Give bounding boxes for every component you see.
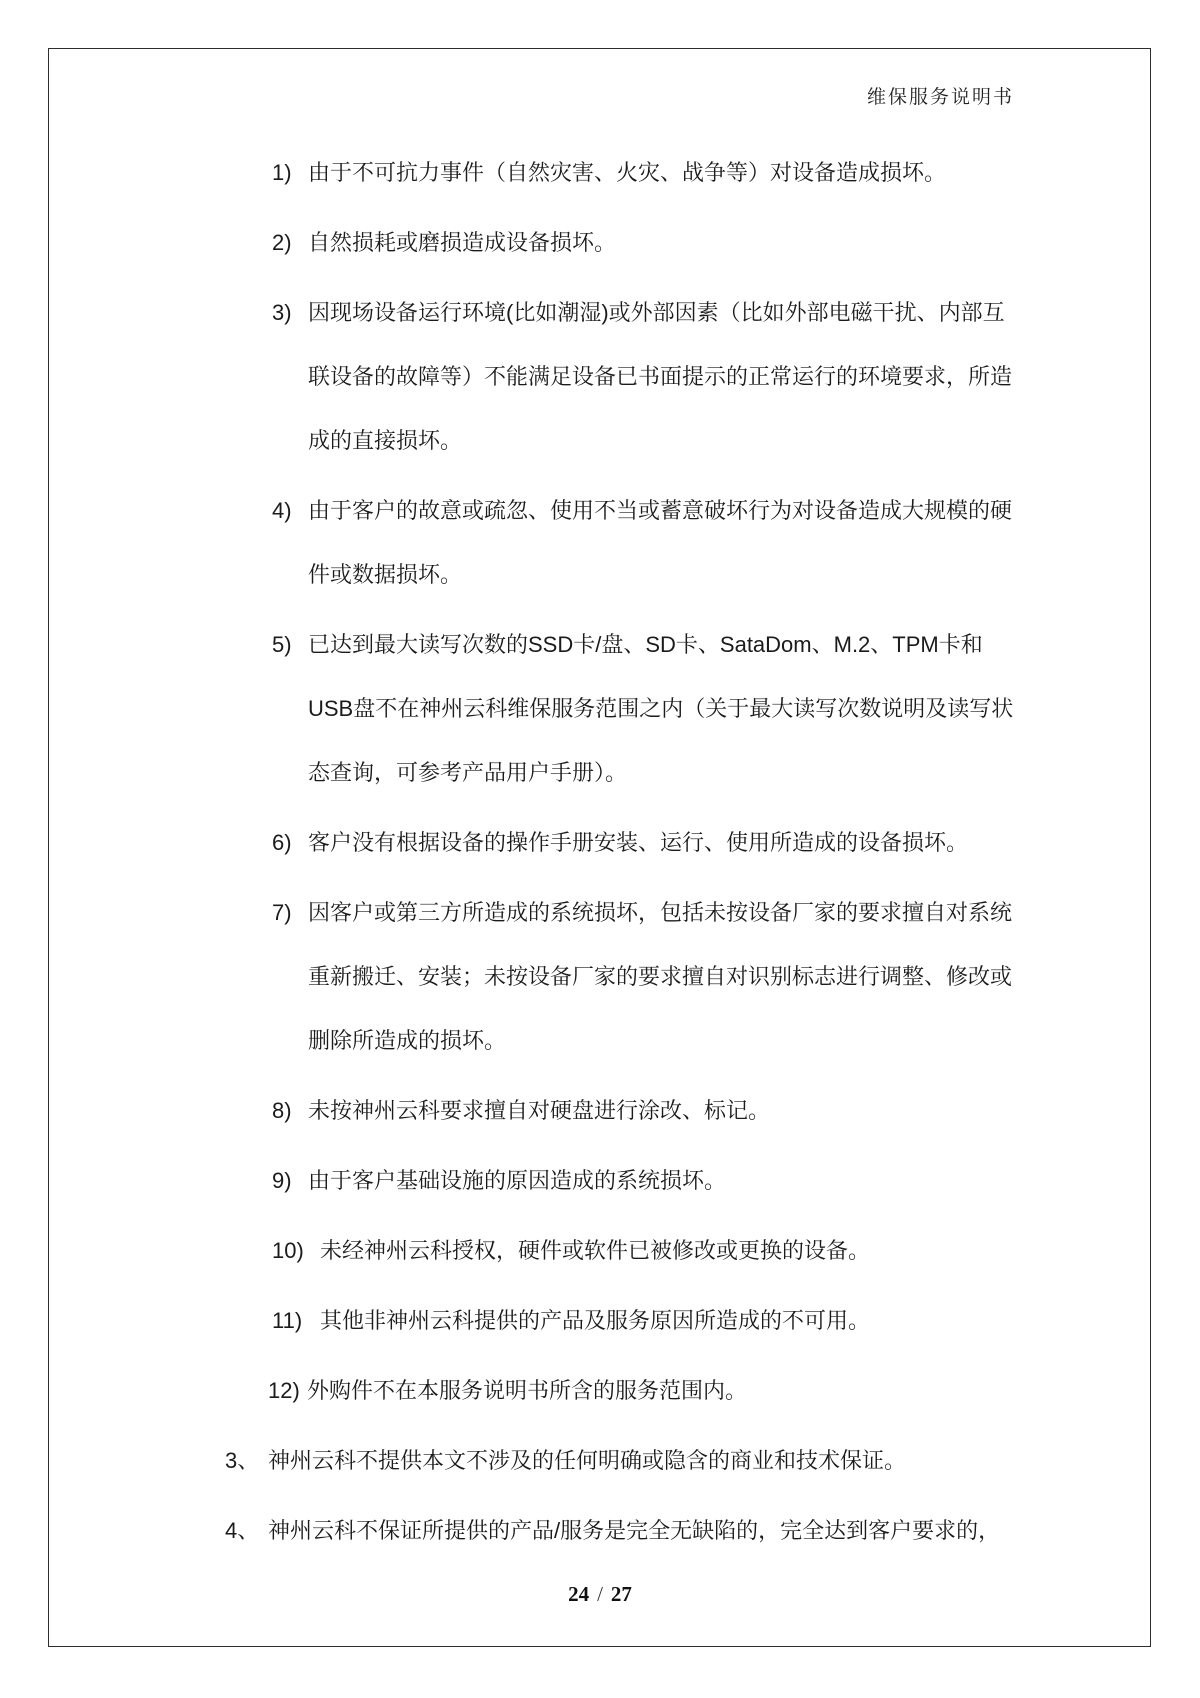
item-line: 其他非神州云科提供的产品及服务原因所造成的不可用。 [320, 1308, 871, 1333]
item-number: 9) [272, 1168, 292, 1193]
item-line: 联设备的故障等）不能满足设备已书面提示的正常运行的环境要求，所造 [308, 364, 1013, 389]
list-item [0, 1499, 1200, 1563]
page-header-title: 维保服务说明书 [866, 87, 1014, 108]
page-number-current: 24 [568, 1582, 590, 1606]
item-number: 4、 [225, 1518, 260, 1543]
page-number-total: 27 [610, 1582, 632, 1606]
list-item [0, 1359, 1200, 1423]
item-text [268, 1499, 1001, 1563]
item-text [308, 1079, 968, 1143]
item-text [320, 1219, 980, 1283]
item-line: 件或数据损坏。 [308, 562, 463, 587]
list-item [0, 211, 1200, 275]
item-number: 11) [272, 1308, 303, 1333]
page-number-separator: / [597, 1582, 603, 1606]
item-line: 由于客户的故意或疏忽、使用不当或蓄意破坏行为对设备造成大规模的硬 [308, 498, 1013, 523]
item-text [268, 1429, 928, 1493]
item-line: 外购件不在本服务说明书所含的服务范围内。 [307, 1378, 748, 1403]
item-line: USB盘不在神州云科维保服务范围之内（关于最大读写次数说明及读写状 [308, 696, 1014, 721]
item-line: 态查询，可参考产品用户手册）。 [308, 760, 628, 785]
item-line: 未经神州云科授权，硬件或软件已被修改或更换的设备。 [320, 1238, 871, 1263]
item-line: 由于客户基础设施的原因造成的系统损坏。 [308, 1168, 727, 1193]
item-number: 8) [272, 1098, 292, 1123]
item-number: 6) [272, 830, 292, 855]
item-line: 删除所造成的损坏。 [308, 1028, 507, 1053]
item-number: 1) [272, 160, 292, 185]
list-item [0, 613, 1200, 805]
item-text [308, 479, 1013, 607]
item-text [308, 1149, 968, 1213]
item-line: 成的直接损坏。 [308, 428, 463, 453]
item-line: 神州云科不提供本文不涉及的任何明确或隐含的商业和技术保证。 [268, 1448, 907, 1473]
list-item [0, 811, 1200, 875]
item-number: 12) [268, 1378, 300, 1403]
item-number: 3、 [225, 1448, 260, 1473]
item-line: 因客户或第三方所造成的系统损坏，包括未按设备厂家的要求擅自对系统 [308, 900, 1013, 925]
list-item [0, 281, 1200, 473]
item-line: 由于不可抗力事件（自然灾害、火灾、战争等）对设备造成损坏。 [308, 160, 947, 185]
item-line: 未按神州云科要求擅自对硬盘进行涂改、标记。 [308, 1098, 771, 1123]
item-text [308, 281, 1013, 473]
list-item [0, 141, 1200, 205]
item-line: 神州云科不保证所提供的产品/服务是完全无缺陷的，完全达到客户要求的， [268, 1518, 1001, 1543]
item-text [308, 613, 1014, 805]
item-text [320, 1289, 980, 1353]
list-item [0, 1289, 1200, 1353]
item-number: 3) [272, 300, 292, 325]
item-line: 已达到最大读写次数的SSD卡/盘、SD卡、SataDom、M.2、TPM卡和 [308, 632, 983, 657]
list-item [0, 1149, 1200, 1213]
list-item [0, 479, 1200, 607]
item-number: 10) [272, 1238, 304, 1263]
list-item [0, 1079, 1200, 1143]
item-line: 重新搬迁、安装；未按设备厂家的要求擅自对识别标志进行调整、修改或 [308, 964, 1013, 989]
item-number: 5) [272, 632, 292, 657]
list-item [0, 1429, 1200, 1493]
item-text [308, 881, 1013, 1073]
item-line: 自然损耗或磨损造成设备损坏。 [308, 230, 617, 255]
page-number [0, 1582, 1200, 1607]
list-item [0, 1219, 1200, 1283]
item-line: 因现场设备运行环境(比如潮湿)或外部因素（比如外部电磁干扰、内部互 [308, 300, 1005, 325]
item-number: 2) [272, 230, 292, 255]
item-text [308, 811, 968, 875]
item-number: 4) [272, 498, 292, 523]
item-text [308, 141, 968, 205]
item-line: 客户没有根据设备的操作手册安装、运行、使用所造成的设备损坏。 [308, 830, 969, 855]
list-item [0, 881, 1200, 1073]
item-text [307, 1359, 967, 1423]
item-text [308, 211, 968, 275]
exclusion-list [0, 141, 1200, 1569]
item-number: 7) [272, 900, 292, 925]
